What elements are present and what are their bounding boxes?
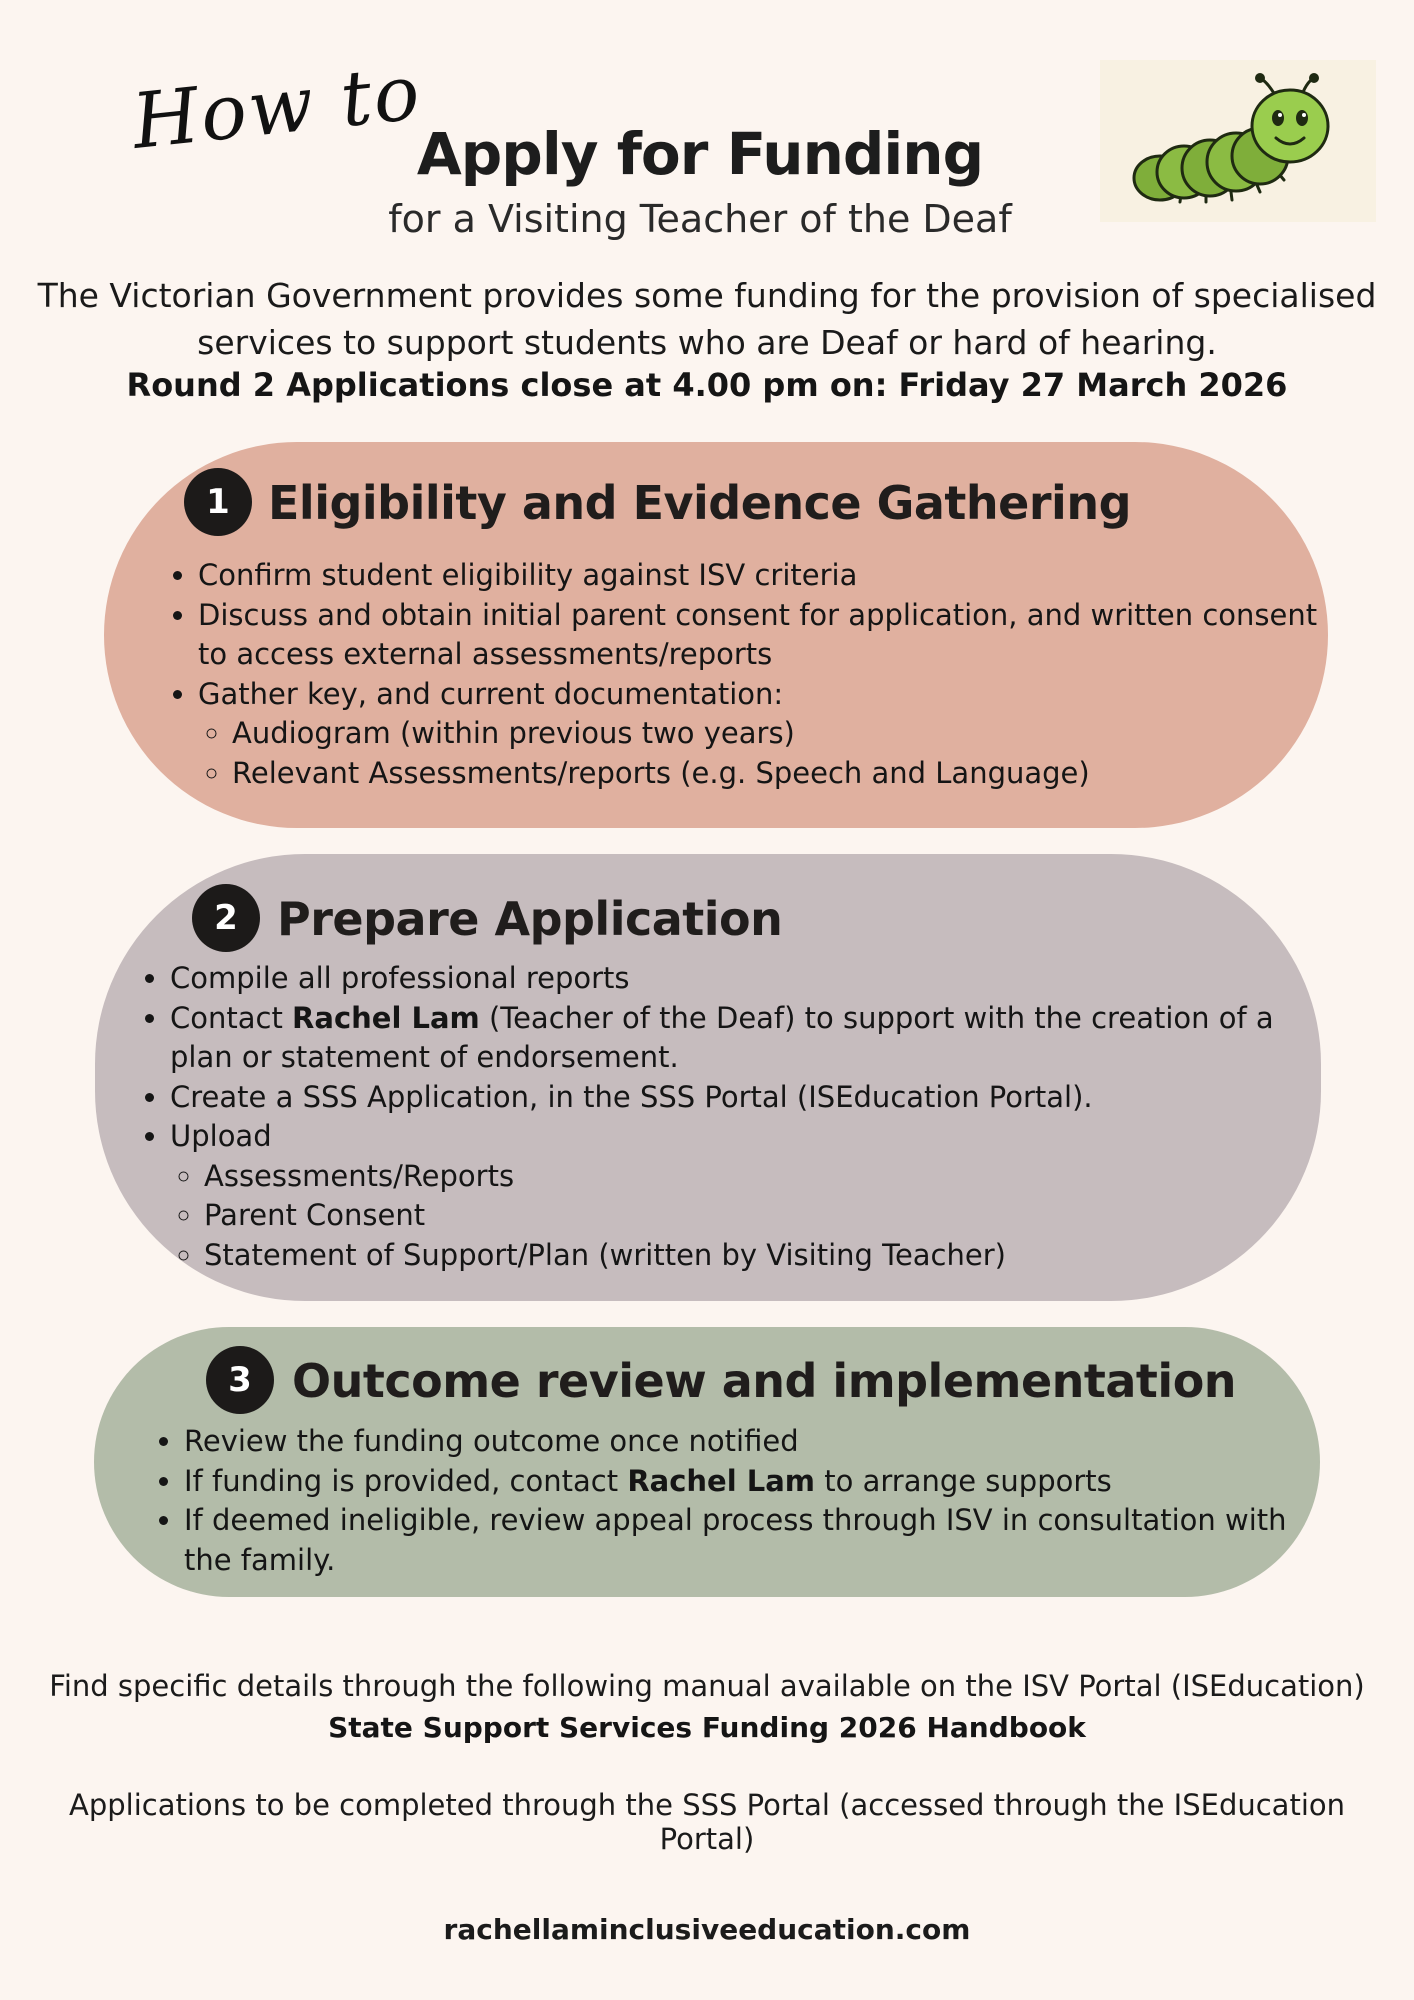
list-item	[170, 999, 1310, 1078]
list-item: ◦ Audiogram (within previous two years)	[232, 714, 1338, 754]
step-1-list	[166, 556, 1338, 793]
intro-paragraph: The Victorian Government provides some funding for the provision of specialised services to support students who are Deaf or hard of hearing.	[37, 276, 1377, 362]
list-item-text: Contact	[170, 1000, 293, 1035]
contact-name: Rachel Lam	[627, 1463, 816, 1498]
step-3-list	[152, 1422, 1324, 1580]
contact-name: Rachel Lam	[292, 1000, 480, 1035]
list-item-text: (Teacher of the Deaf) to support with the creation of a plan or statement of endorsement.	[170, 1000, 1274, 1074]
list-item-text: If funding is provided, contact	[184, 1463, 628, 1498]
list-item-text: Gather key, and current documentation:	[198, 676, 784, 711]
list-item: ◦ Assessments/Reports	[204, 1157, 1310, 1197]
deadline-text: Round 2 Applications close at 4.00 pm on: Friday 27 March 2026	[126, 366, 1288, 404]
logo-box	[1100, 60, 1376, 222]
step-2-title: Prepare Application	[277, 892, 783, 946]
list-item: ◦ Statement of Support/Plan (written by Visiting Teacher)	[204, 1236, 1310, 1276]
list-item: ◦ Parent Consent	[204, 1196, 1310, 1236]
list-item: ◦ Relevant Assessments/reports (e.g. Speech and Language)	[232, 754, 1338, 794]
list-item: • If deemed ineligible, review appeal process through ISV in consultation with the family.	[184, 1501, 1324, 1580]
step-2-badge: 2	[192, 884, 260, 952]
list-item: • Confirm student eligibility against ISV criteria	[198, 556, 1338, 596]
caterpillar-icon	[1100, 60, 1376, 222]
step-1-badge: 1	[184, 468, 252, 536]
list-item: • Compile all professional reports	[170, 959, 1310, 999]
list-item-text: Upload	[170, 1119, 272, 1153]
how-to-script-heading: How to	[128, 47, 426, 166]
step-2-sublist	[170, 1157, 1310, 1276]
page-title: Apply for Funding	[416, 120, 984, 188]
list-item	[198, 675, 1338, 794]
list-item-text: to arrange supports	[815, 1463, 1112, 1498]
step-3-badge: 3	[206, 1346, 274, 1414]
list-item: • Review the funding outcome once notified	[184, 1422, 1324, 1462]
website-url: rachellaminclusiveeducation.com	[443, 1913, 971, 1946]
list-item	[170, 1117, 1310, 1275]
list-item: • Discuss and obtain initial parent consent for application, and written consent to access external assessments/reports	[198, 596, 1338, 675]
list-item: • Create a SSS Application, in the SSS Portal (ISEducation Portal).	[170, 1078, 1310, 1118]
step-1-sublist	[198, 714, 1338, 793]
handbook-title: State Support Services Funding 2026 Handbook	[328, 1711, 1086, 1744]
portal-text: Applications to be completed through the SSS Portal (accessed through the ISEducation Portal)	[68, 1788, 1345, 1856]
manual-text: Find specific details through the following manual available on the ISV Portal (ISEducation)	[49, 1669, 1365, 1703]
list-item	[184, 1462, 1324, 1502]
step-3-title: Outcome review and implementation	[292, 1354, 1237, 1408]
step-2-list	[138, 959, 1310, 1275]
step-1-title: Eligibility and Evidence Gathering	[268, 476, 1131, 530]
page-subtitle: for a Visiting Teacher of the Deaf	[388, 197, 1012, 241]
